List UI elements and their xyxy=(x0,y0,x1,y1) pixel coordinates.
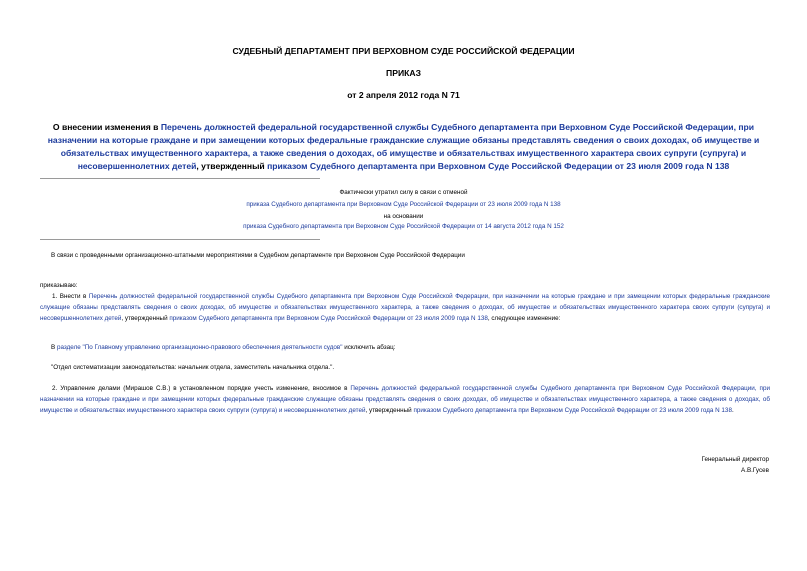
item-2-text: , утвержденный xyxy=(365,407,414,414)
item-1-link-order[interactable]: приказом Судебного департамента при Верховном Суде Российской Федерации от 23 июля 2009 года N 138 xyxy=(169,315,488,322)
section-link[interactable]: разделе "По Главному управлению организационно-правового обеспечения деятельности судов" xyxy=(56,344,343,351)
item-1-paragraph xyxy=(40,291,770,324)
item-1-link-list[interactable]: Перечень должностей федеральной государственной службы Судебного департамента при Верховном Суде Российской Федерации, при назначении на которые граждане и при замещении которых федеральные гражданские служащие обязаны представлять сведения о своих доходах, об имуществе и обязательствах имущественного характера, а также сведения о доходах, об имуществе и обязательствах имущественного характера своих супруги (супруга) и несовершеннолетних детей xyxy=(40,293,771,322)
title-link-list[interactable]: Перечень должностей федеральной государственной службы Судебного департамента при Верховном Суде Российской Федерации, при назначении на которые граждане и при замещении которых федеральные гражданские служащие обязаны представлять сведения о своих доходах, об имуществе и обязательствах имущественного характера, а также сведения о доходах, об имуществе и обязательствах имущественного характера своих супруги (супруга) и несовершеннолетних детей xyxy=(47,122,760,171)
status-note-line: Фактически утратил силу в связи с отменой xyxy=(339,189,468,196)
item-2-text: . xyxy=(731,407,734,414)
status-note-link-cancel[interactable]: приказа Судебного департамента при Верховном Суде Российской Федерации от 23 июля 2009 года N 138 xyxy=(246,201,561,208)
organization-heading: СУДЕБНЫЙ ДЕПАРТАМЕНТ ПРИ ВЕРХОВНОМ СУДЕ РОССИЙСКОЙ ФЕДЕРАЦИИ xyxy=(232,46,575,56)
item-2-link-list[interactable]: Перечень должностей федеральной государственной службы Судебного департамента при Верховном Суде Российской Федерации, при назначении на которые граждане и при замещении которых федеральные гражданские служащие обязаны представлять сведения о своих доходах, об имуществе и обязательствах имущественного характера, а также сведения о доходах, об имуществе и обязательствах имущественного характера своих супруги (супруга) и несовершеннолетних детей xyxy=(40,385,770,414)
title-text: О внесении изменения в xyxy=(52,122,161,132)
signature-name: А.В.Гусев xyxy=(741,467,769,474)
section-text: В xyxy=(51,344,57,351)
order-word: приказываю: xyxy=(40,282,78,289)
section-paragraph xyxy=(51,342,771,353)
item-2-link-order[interactable]: приказом Судебного департамента при Верховном Суде Российской Федерации от 23 июля 2009 года N 138 xyxy=(413,407,732,414)
item-2-paragraph xyxy=(40,383,770,416)
document-type-heading: ПРИКАЗ xyxy=(386,68,421,78)
quoted-paragraph: "Отдел систематизации законодательства: начальник отдела, заместитель начальника отдела.". xyxy=(51,364,335,371)
status-note-line: на основании xyxy=(383,213,424,220)
item-1-text: , следующее изменение: xyxy=(487,315,561,322)
divider-top xyxy=(40,178,320,179)
divider-bottom xyxy=(40,239,320,240)
document-date-number: от 2 апреля 2012 года N 71 xyxy=(347,90,460,100)
section-text: исключить абзац: xyxy=(342,344,396,351)
item-2-text: 2. Управление делами (Мирашов С.В.) в установленном порядке учесть изменение, вносимое в xyxy=(52,385,351,392)
signature-position: Генеральный директор xyxy=(701,456,769,463)
title-link-order[interactable]: приказом Судебного департамента при Верховном Суде Российской Федерации от 23 июля 2009 года N 138 xyxy=(267,161,730,171)
item-1-text: , утвержденный xyxy=(121,315,170,322)
item-1-text: 1. Внести в xyxy=(52,293,89,300)
document-title xyxy=(36,121,771,173)
title-text: , утвержденный xyxy=(196,161,268,171)
status-note-link-basis[interactable]: приказа Судебного департамента при Верховном Суде Российской Федерации от 14 августа 2012 года N 152 xyxy=(243,223,564,230)
intro-paragraph: В связи с проведенными организационно-штатными мероприятиями в Судебном департаменте при Верховном Суде Российской Федерации xyxy=(51,252,465,259)
